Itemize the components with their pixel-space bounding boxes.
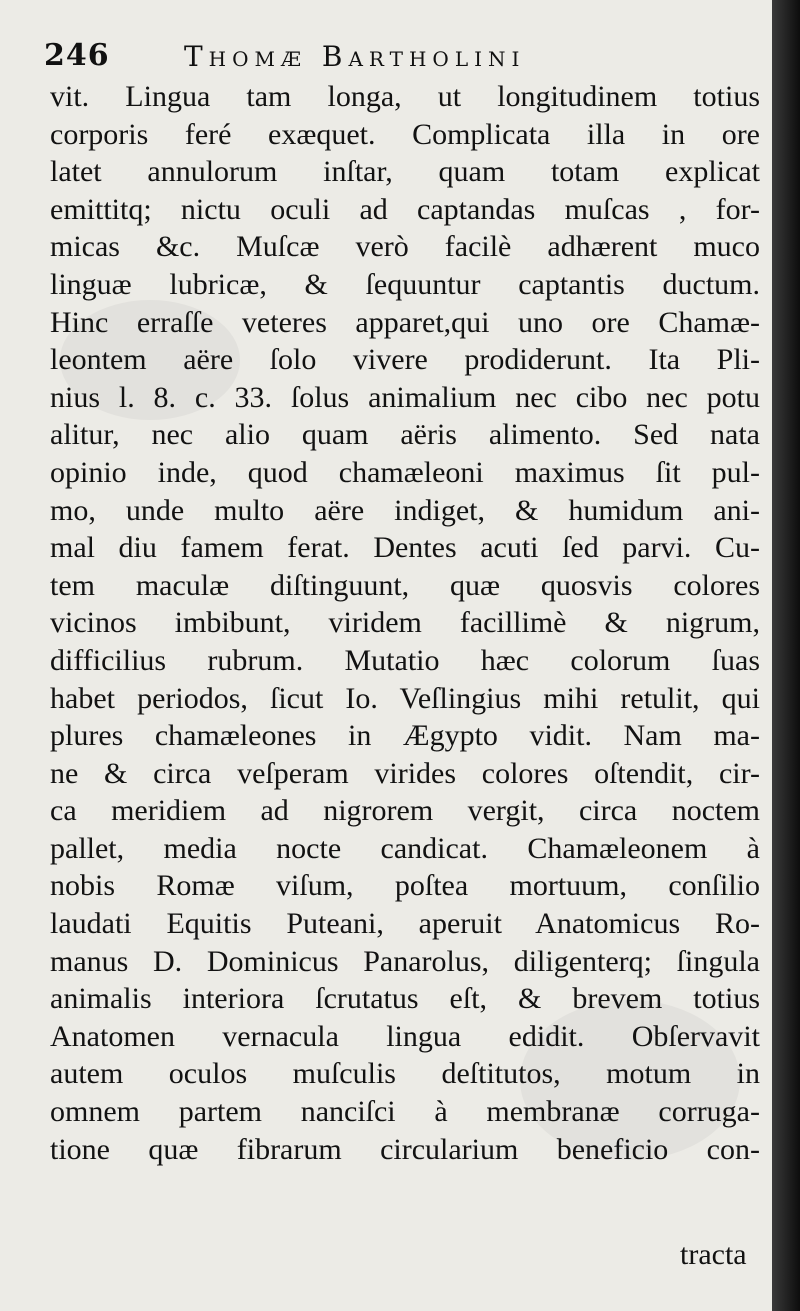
text-line: difficilius rubrum. Mutatio hæc colorum ſuas (50, 643, 760, 677)
text-line: opinio inde, quod chamæleoni maximus ſit pul- (50, 455, 760, 489)
text-line: nobis Romæ viſum, poſtea mortuum, conſilio (50, 869, 760, 903)
body-text (50, 78, 770, 1168)
text-line: plures chamæleones in Ægypto vidit. Nam ma- (50, 719, 760, 753)
running-head: Thomæ Bartholini (184, 40, 526, 73)
text-line: autem oculos muſculis deſtitutos, motum in (50, 1057, 760, 1091)
text-line: laudati Equitis Puteani, aperuit Anatomicus Ro- (50, 907, 760, 941)
text-line: corporis feré exæquet. Complicata illa in ore (50, 117, 760, 151)
text-line: animalis interiora ſcrutatus eſt, & brevem totius (50, 982, 760, 1016)
text-line: emittitq; nictu oculi ad captandas muſcas , for- (50, 192, 760, 226)
text-line: tem maculæ diſtinguunt, quæ quosvis colores (50, 568, 760, 602)
text-line: micas &c. Muſcæ verò facilè adhærent muco (50, 230, 760, 264)
text-line: ca meridiem ad nigrorem vergit, circa noctem (50, 794, 760, 828)
page-header (44, 34, 744, 78)
text-line: manus D. Dominicus Panarolus, diligenterq; ſingula (50, 944, 760, 978)
text-line: pallet, media nocte candicat. Chamæleonem à (50, 831, 760, 865)
text-line: linguæ lubricæ, & ſequuntur captantis ductum. (50, 267, 760, 301)
text-line: leontem aëre ſolo vivere prodiderunt. Ita Pli- (50, 343, 760, 377)
text-line: ne & circa veſperam virides colores oſtendit, cir- (50, 756, 760, 790)
text-line: Anatomen vernacula lingua edidit. Obſervavit (50, 1019, 760, 1053)
text-line: nius l. 8. c. 33. ſolus animalium nec cibo nec potu (50, 380, 760, 414)
text-line: mal diu famem ferat. Dentes acuti ſed parvi. Cu- (50, 531, 760, 565)
text-line: vit. Lingua tam longa, ut longitudinem totius (50, 80, 760, 113)
text-line: tione quæ fibrarum circularium beneficio con- (50, 1132, 760, 1166)
text-line: Hinc erraſſe veteres apparet,qui uno ore Chamæ- (50, 305, 760, 339)
text-line: vicinos imbibunt, viridem facillimè & nigrum, (50, 606, 760, 640)
text-line: alitur, nec alio quam aëris alimento. Sed nata (50, 418, 760, 452)
text-line: mo, unde multo aëre indiget, & humidum ani- (50, 493, 760, 527)
page-number: 246 (44, 38, 110, 73)
book-edge (772, 0, 800, 1311)
text-line: latet annulorum inſtar, quam totam explicat (50, 155, 760, 189)
text-line: habet periodos, ſicut Io. Veſlingius mihi retulit, qui (50, 681, 760, 715)
text-line: omnem partem nanciſci à membranæ corruga- (50, 1095, 760, 1129)
catchword: tracta (680, 1238, 747, 1271)
